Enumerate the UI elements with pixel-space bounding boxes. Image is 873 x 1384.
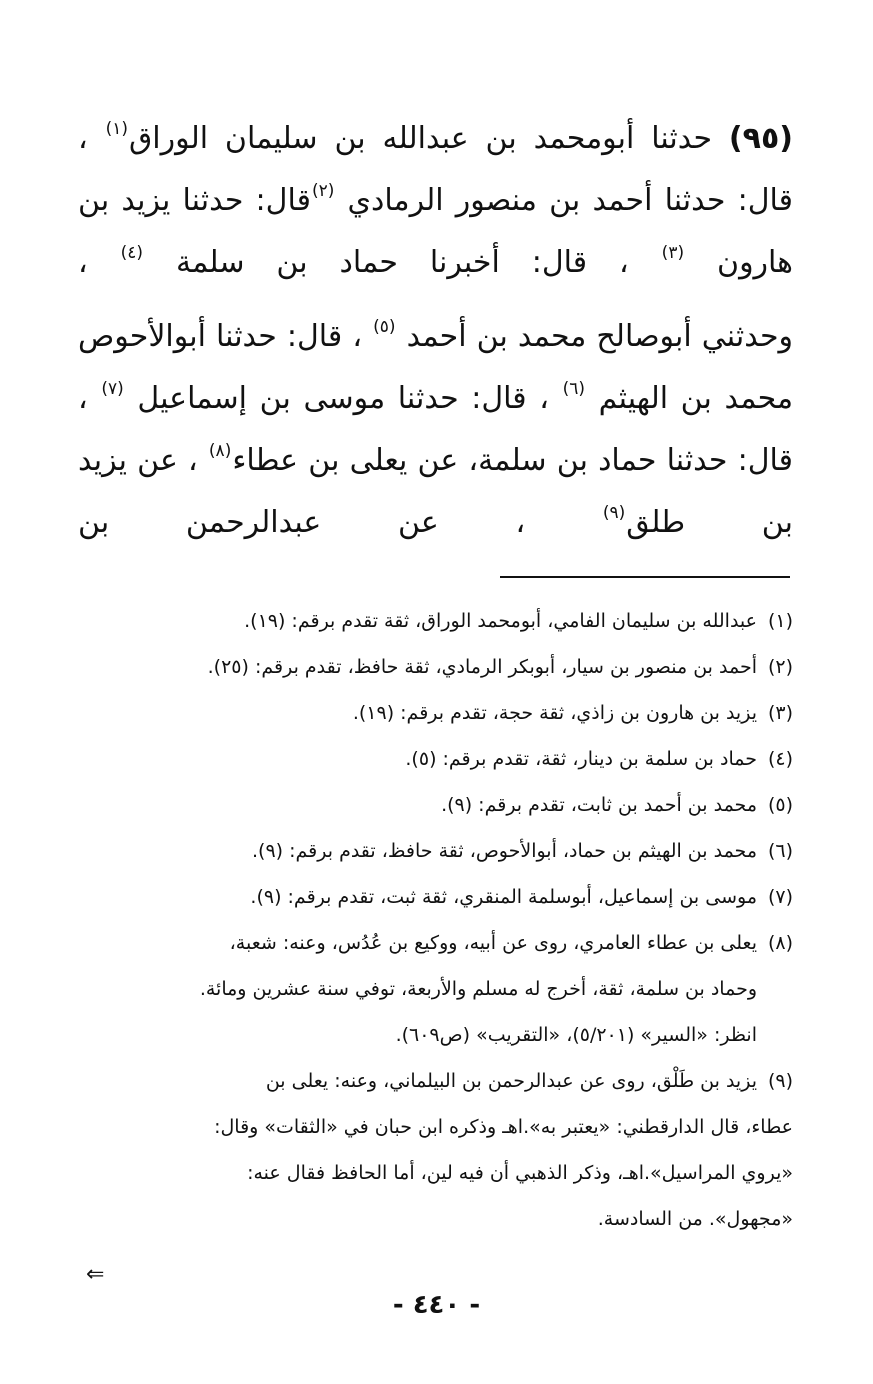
footnote-number: (٩) <box>767 1070 793 1092</box>
footnotes <box>104 598 793 1242</box>
footnote-3 <box>104 690 793 736</box>
footnote-ref-3[interactable]: (٣) <box>661 243 685 263</box>
text-segment: ، <box>78 245 88 280</box>
footnote-number: (٦) <box>767 840 793 862</box>
footnote-text-line: عطاء، قال الدارقطني: «يعتبر به».اهـ وذكره ابن حبان في «الثقات» وقال: <box>214 1116 793 1138</box>
footnote-ref-4[interactable]: (٤) <box>120 243 144 263</box>
continue-arrow-icon: ⇐ <box>86 1262 105 1287</box>
text-segment: ، عن عبدالرحمن بن <box>78 505 526 540</box>
footnote-ref-6[interactable]: (٦) <box>562 379 586 399</box>
text-segment: ، قال: حدثنا حماد بن سلمة، عن يعلى بن عطاء <box>78 381 793 478</box>
page-number: - ٤٤٠ - <box>392 1290 481 1320</box>
footnote-text: يزيد بن هارون بن زاذي، ثقة حجة، تقدم برقم: (١٩). <box>352 702 757 724</box>
footnote-number: (٢) <box>767 656 793 678</box>
footnote-text-line: «مجهول». من السادسة. <box>597 1208 793 1230</box>
footnote-6 <box>104 828 793 874</box>
text-segment: ، عن يزيد بن طلق <box>78 443 793 540</box>
hadith-number: (٩٥) <box>728 121 793 156</box>
footnote-ref-2[interactable]: (٢) <box>311 181 335 201</box>
hadith-paragraph-1 <box>78 108 793 294</box>
text-segment: ، قال: أخبرنا حماد بن سلمة <box>175 245 629 280</box>
footnote-text-line: انظر: «السير» (٥/٢٠١)، «التقريب» (ص٦٠٩). <box>395 1024 757 1046</box>
footnote-ref-8[interactable]: (٨) <box>208 441 232 461</box>
footnote-text: عبدالله بن سليمان الفامي، أبومحمد الوراق، ثقة تقدم برقم: (١٩). <box>244 610 757 632</box>
footnote-text: محمد بن الهيثم بن حماد، أبوالأحوص، ثقة حافظ، تقدم برقم: (٩). <box>252 840 757 862</box>
footnote-8 <box>104 920 793 1058</box>
footnote-text: أحمد بن منصور بن سيار، أبوبكر الرمادي، ثقة حافظ، تقدم برقم: (٢٥). <box>207 656 757 678</box>
footnote-9 <box>104 1058 793 1242</box>
footnote-ref-1[interactable]: (١) <box>105 119 128 139</box>
footnote-number: (٨) <box>767 932 793 954</box>
footnote-number: (٧) <box>767 886 793 908</box>
footnote-text: محمد بن أحمد بن ثابت، تقدم برقم: (٩). <box>441 794 757 816</box>
footnote-text-line: وحماد بن سلمة، ثقة، أخرج له مسلم والأربعة، توفي سنة عشرين ومائة. <box>199 978 757 1000</box>
footnote-ref-9[interactable]: (٩) <box>602 503 626 523</box>
footnote-5 <box>104 782 793 828</box>
text-segment: قال: حدثنا يزيد بن هارون <box>78 183 793 280</box>
footnote-text: موسى بن إسماعيل، أبوسلمة المنقري، ثقة ثبت، تقدم برقم: (٩). <box>250 886 757 908</box>
footnote-number: (٤) <box>767 748 793 770</box>
footnote-1 <box>104 598 793 644</box>
hadith-paragraph-2 <box>78 306 793 554</box>
footnote-text-line: يعلى بن عطاء العامري، روى عن أبيه، ووكيع بن عُدُس، وعنه: شعبة، <box>229 932 757 954</box>
footnote-divider <box>500 576 790 578</box>
footnote-text-line: يزيد بن طَلْق، روى عن عبدالرحمن بن البيلماني، وعنه: يعلى بن <box>265 1070 757 1092</box>
footnote-7 <box>104 874 793 920</box>
footnote-text-line: «يروي المراسيل».اهـ، وذكر الذهبي أن فيه لين، أما الحافظ فقال عنه: <box>247 1162 793 1184</box>
main-text <box>78 108 793 554</box>
footnote-text: حماد بن سلمة بن دينار، ثقة، تقدم برقم: (٥). <box>405 748 757 770</box>
footnote-2 <box>104 644 793 690</box>
footnote-number: (٥) <box>767 794 793 816</box>
text-segment: ، قال: حدثنا موسى بن إسماعيل <box>137 381 549 416</box>
footnote-ref-5[interactable]: (٥) <box>373 317 396 337</box>
text-segment: ، قال: حدثنا أبوالأحوص محمد بن الهيثم <box>78 319 794 416</box>
footnote-4 <box>104 736 793 782</box>
text-segment: وحدثني أبوصالح محمد بن أحمد <box>406 319 793 354</box>
footnote-ref-7[interactable]: (٧) <box>101 379 124 399</box>
text-segment: حدثنا أبومحمد بن عبدالله بن سليمان الوراق <box>128 121 713 156</box>
footnote-number: (١) <box>767 610 793 632</box>
footnote-number: (٣) <box>767 702 793 724</box>
text-segment: ، قال: حدثنا أحمد بن منصور الرمادي <box>78 121 794 218</box>
